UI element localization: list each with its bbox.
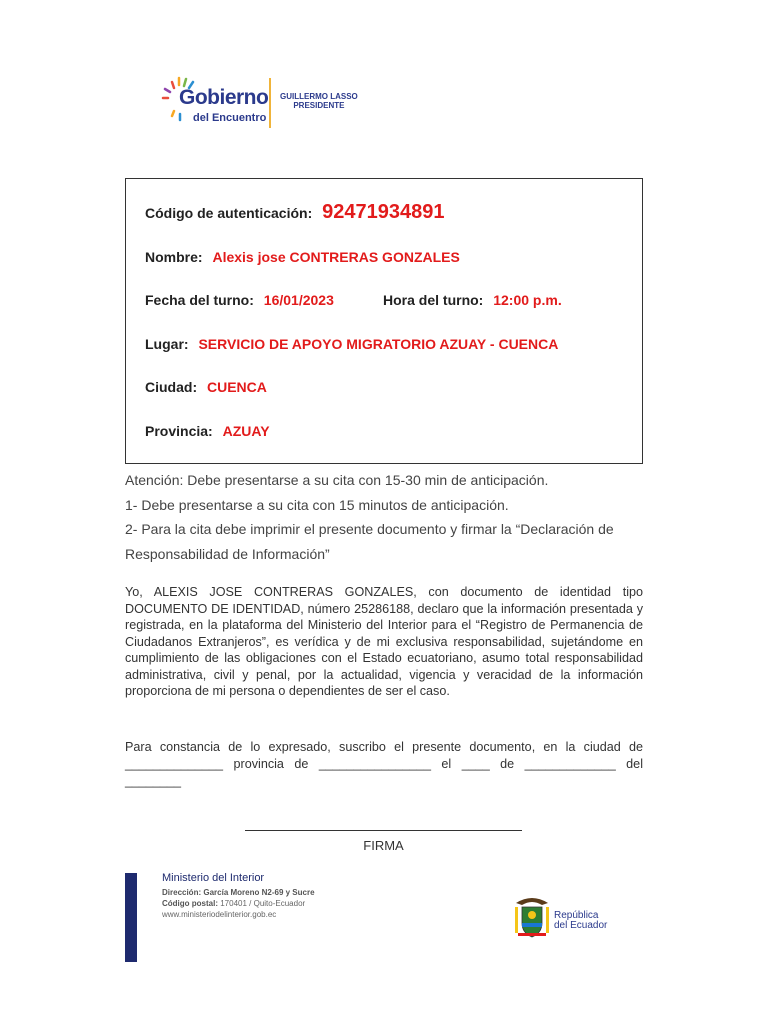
ministry-name: Ministerio del Interior <box>162 872 265 884</box>
gobierno-logo <box>160 74 370 130</box>
time-value: 12:00 p.m. <box>493 292 562 308</box>
attention-note: Atención: Debe presentarse a su cita con 15-30 min de anticipación. <box>125 472 549 488</box>
name-label: Nombre: <box>145 249 203 265</box>
logo-divider <box>269 78 271 128</box>
auth-code-label: Código de autenticación: <box>145 205 313 221</box>
city-value: CUENCA <box>207 379 267 395</box>
appointment-box <box>125 178 643 464</box>
time-row <box>383 292 562 308</box>
note-1: 1- Debe presentarse a su cita con 15 minutos de anticipación. <box>125 496 509 513</box>
address-label: Dirección: <box>162 888 202 897</box>
address-line <box>162 888 315 897</box>
republic-line-2: del Ecuador <box>554 920 608 931</box>
date-row <box>145 292 334 308</box>
auth-code-row <box>145 201 444 224</box>
province-value: AZUAY <box>222 423 270 439</box>
signature-line <box>245 830 522 831</box>
place-value: SERVICIO DE APOYO MIGRATORIO AZUAY - CUENCA <box>198 336 559 352</box>
declaration-paragraph-2 <box>125 726 643 802</box>
footer-accent-bar <box>125 873 137 962</box>
name-row <box>145 249 460 265</box>
postal-line <box>162 899 305 908</box>
time-label: Hora del turno: <box>383 292 484 308</box>
declaration-text: Yo, ALEXIS JOSE CONTRERAS GONZALES, con documento de identidad tipo DOCUMENTO DE IDENTIDAD, número 25286188, declaro que la información presentada y registrada, en la plataforma del Ministerio del Interior para el “Registro de Permanencia de Ciudadanos Extranjeros”, es verídica y de mi exclusiva responsabilidad, sujetándome en cumplimiento de las obligaciones con el Estado ecuatoriano, asumo total responsabilidad administrativa, civil y penal, por la actualidad, vigencia y veracidad de la información proporciona de mi persona o dependientes de ser el caso. <box>125 585 643 698</box>
date-value: 16/01/2023 <box>263 292 334 308</box>
name-value: Alexis jose CONTRERAS GONZALES <box>212 249 460 265</box>
president-title: PRESIDENTE <box>293 101 345 110</box>
city-label: Ciudad: <box>145 379 198 395</box>
ecuador-coat-of-arms-icon <box>512 893 552 941</box>
city-row <box>145 379 267 395</box>
place-label: Lugar: <box>145 336 189 352</box>
notes-section <box>125 468 645 566</box>
declaration-paragraph-1 <box>125 584 643 700</box>
address-value: García Moreno N2-69 y Sucre <box>203 888 315 897</box>
signature-label: FIRMA <box>363 838 404 853</box>
republic-line-1: República <box>554 910 599 921</box>
website-link[interactable]: www.ministeriodelinterior.gob.ec <box>162 910 277 919</box>
logo-gobierno-text: Gobierno <box>179 86 269 109</box>
president-block <box>280 92 358 110</box>
postal-value: 170401 / Quito-Ecuador <box>220 899 306 908</box>
note-2: 2- Para la cita debe imprimir el presente documento y firmar la “Declaración de Responsabilidad de Información” <box>125 521 614 562</box>
auth-code-value: 92471934891 <box>322 201 445 223</box>
logo-encuentro-text: del Encuentro <box>193 112 267 124</box>
province-row <box>145 423 270 439</box>
date-label: Fecha del turno: <box>145 292 254 308</box>
place-row <box>145 336 558 352</box>
president-name: GUILLERMO LASSO <box>280 92 358 101</box>
declaration-constancia-text: Para constancia de lo expresado, suscribo el presente documento, en la ciudad de ______________ provincia de ________________ el ____ de _____________ del ________ <box>125 739 643 788</box>
province-label: Provincia: <box>145 423 213 439</box>
postal-label: Código postal: <box>162 899 218 908</box>
republica-del-ecuador-text <box>554 911 607 931</box>
